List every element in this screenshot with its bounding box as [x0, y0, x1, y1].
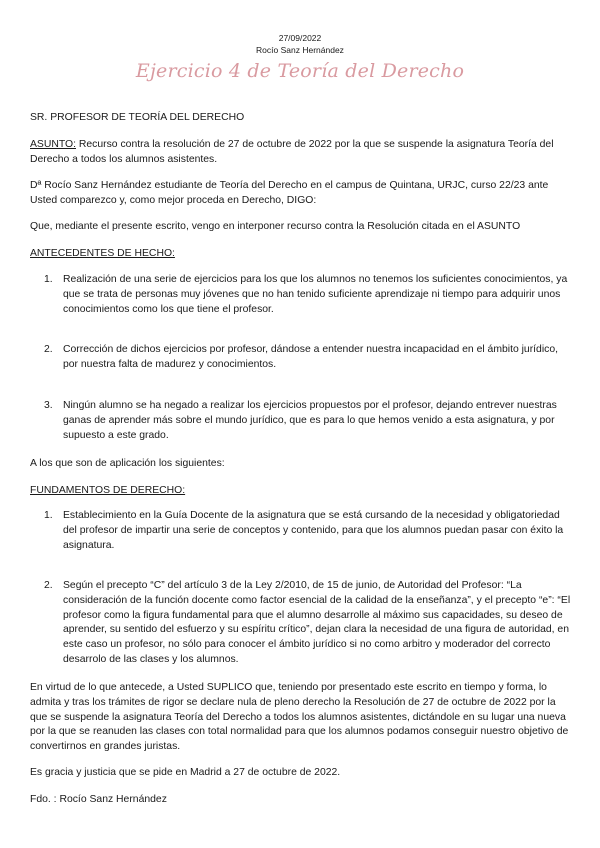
facts-item-number: 3. — [44, 400, 53, 411]
document-author: Rocío Sanz Hernández — [256, 45, 344, 55]
facts-item-number: 1. — [44, 274, 53, 285]
facts-item — [44, 343, 574, 373]
law-item-number: 2. — [44, 580, 53, 591]
intro-paragraph: Dª Rocío Sanz Hernández estudiante de Teoría del Derecho en el campus de Quintana, URJC, curso 22/23 ante Usted comparezco y, como mejor proceda en Derecho, DIGO: — [30, 180, 549, 206]
law-item-number: 1. — [44, 510, 53, 521]
closing-paragraph: Es gracia y justicia que se pide en Madrid a 27 de octubre de 2022. — [30, 767, 341, 778]
law-item — [44, 509, 574, 553]
law-heading: FUNDAMENTOS DE DERECHO: — [30, 485, 186, 496]
subject-label: ASUNTO: — [30, 139, 76, 150]
request-paragraph: En virtud de lo que antecede, a Usted SUPLICO que, teniendo por presentado este escrito en tiempo y forma, lo admita y tras los trámites de rigor se declare nula de pleno derecho la Resolución de 27 de octubre de 2022 por la que se suspende la asignatura Teoría del Derecho a todos los alumnos asistentes, dictándole en su lugar una nueva por la que se reanuden las clases con total normalidad para que los alumnos podamos conseguir nuestro objetivo de convertirnos en grandes juristas. — [30, 682, 569, 753]
applicable-paragraph: A los que son de aplicación los siguientes: — [30, 458, 225, 469]
subject-text: Recurso contra la resolución de 27 de octubre de 2022 por la que se suspende la asignatura Teoría del Derecho a todos los alumnos asistentes. — [30, 139, 554, 165]
facts-item-text: Realización de una serie de ejercicios para los que los alumnos no tenemos los suficientes conocimientos, ya que se trata de personas muy jóvenes que no han tenido suficiente aprendizaje ni tiempo para adquirir unos conocimientos como los que tiene el profesor. — [63, 274, 568, 315]
law-item-text: Establecimiento en la Guía Docente de la asignatura que se está cursando de la necesidad y obligatoriedad del profesor de impartir una serie de conceptos y contenido, para que los alumnos puedan pasar con éxito la asignatura. — [63, 510, 564, 551]
law-item — [44, 579, 574, 668]
document-date: 27/09/2022 — [278, 33, 322, 43]
signature: Fdo. : Rocío Sanz Hernández — [30, 794, 167, 805]
subject-paragraph — [30, 138, 575, 168]
facts-item — [44, 273, 574, 317]
facts-item — [44, 399, 574, 443]
facts-heading: ANTECEDENTES DE HECHO: — [30, 248, 175, 259]
document-title: Ejercicio 4 de Teoría del Derecho — [135, 60, 465, 82]
law-item-text: Según el precepto “C” del artículo 3 de la Ley 2/2010, de 15 de junio, de Autoridad del Profesor: “La consideración de la función docente como factor esencial de la calidad de la enseñanza”, y el precepto “e”: “El profesor como la figura fundamental para que el alumno desarrolle al máximo sus capacidades, su deseo de aprender, su sentido del esfuerzo y su espíritu crítico”, dejan clara la necesidad de una figura de autoridad, en este caso un profesor, no sólo para conocer el ámbito jurídico si no como arbitro y moderador del correcto desarrolo de las clases y los alumnos. — [63, 580, 571, 665]
addressee: SR. PROFESOR DE TEORÍA DEL DERECHO — [30, 112, 245, 123]
facts-item-number: 2. — [44, 344, 53, 355]
facts-item-text: Ningún alumno se ha negado a realizar los ejercicios propuestos por el profesor, dejando entrever nuestras ganas de aprender más sobre el mundo jurídico, que es para lo que hemos venido a esta asignatura, y por supuesto a este grado. — [63, 400, 557, 441]
statement-paragraph: Que, mediante el presente escrito, vengo en interponer recurso contra la Resolución citada en el ASUNTO — [30, 221, 521, 232]
facts-item-text: Corrección de dichos ejercicios por profesor, dándose a entender nuestra incapacidad en el ámbito jurídico, por nuestra falta de madurez y conocimientos. — [63, 344, 559, 370]
